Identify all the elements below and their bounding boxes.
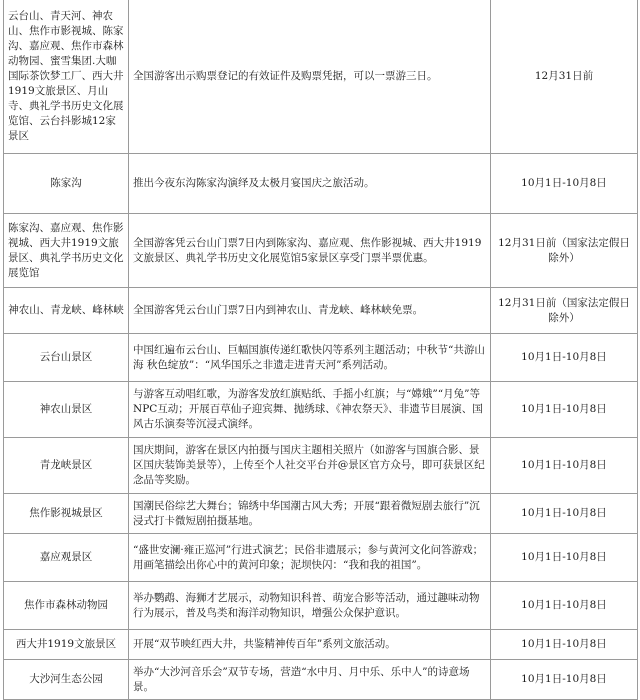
date-cell: 10月1日-10月8日 [491, 438, 638, 494]
table-row [4, 438, 638, 494]
table-row [4, 630, 638, 660]
activity-cell: 举办鹦鹉、海狮才艺展示，动物知识科普、萌宠合影等活动，通过趣味动物行为展示，普及鸟类和海洋动物知识，增强公众保护意识。 [129, 582, 491, 630]
activity-cell: 开展“双节映红西大井，共鉴精神传百年”系列文旅活动。 [129, 630, 491, 660]
activity-cell: 中国红遍布云台山、巨幅国旗传递红歌快闪等系列主题活动；中秋节“共游山海 秋色绽放”：“风华国乐之非遗走进青天河”系列活动。 [129, 334, 491, 382]
date-cell: 10月1日-10月8日 [491, 382, 638, 438]
date-cell: 10月1日-10月8日 [491, 534, 638, 582]
activity-table [3, 0, 638, 700]
date-cell: 12月31日前（国家法定假日除外） [491, 214, 638, 288]
activity-cell: 国庆期间，游客在景区内拍摄与国庆主题相关照片（如游客与国旗合影、景区国庆装饰美景等），上传至个人社交平台并@景区官方众号，即可获景区纪念品等奖励。 [129, 438, 491, 494]
date-cell: 10月1日-10月8日 [491, 154, 638, 214]
area-cell: 焦作影视城景区 [4, 494, 129, 534]
area-cell: 云台山景区 [4, 334, 129, 382]
table-row [4, 0, 638, 154]
table-row [4, 534, 638, 582]
area-cell: 焦作市森林动物园 [4, 582, 129, 630]
area-cell: 陈家沟 [4, 154, 129, 214]
activity-cell: “盛世安澜·雍正巡河”行进式演艺；民俗非遗展示；参与黄河文化问答游戏；用画笔描绘出你心中的黄河印象；泥坝快闪：“我和我的祖国”。 [129, 534, 491, 582]
activity-cell: 国潮民俗综艺大舞台；锦绣中华国潮古风大秀；开展“跟着微短剧去旅行”沉浸式打卡微短剧拍摄基地。 [129, 494, 491, 534]
activity-cell: 全国游客出示购票登记的有效证件及购票凭据，可以一票游三日。 [129, 0, 491, 154]
activity-cell: 全国游客凭云台山门票7日内到神农山、青龙峡、峰林峡免票。 [129, 288, 491, 334]
table-row [4, 582, 638, 630]
activity-cell: 全国游客凭云台山门票7日内到陈家沟、嘉应观、焦作影视城、西大井1919文旅景区、典礼学书历史文化展览馆5家景区享受门票半票优惠。 [129, 214, 491, 288]
table-row [4, 382, 638, 438]
table-row [4, 154, 638, 214]
table-row [4, 288, 638, 334]
area-cell: 神农山、青龙峡、峰林峡 [4, 288, 129, 334]
area-cell: 西大井1919文旅景区 [4, 630, 129, 660]
table-row [4, 494, 638, 534]
date-cell: 10月1日-10月8日 [491, 630, 638, 660]
date-cell: 10月1日-10月8日 [491, 334, 638, 382]
date-cell: 10月1日-10月8日 [491, 582, 638, 630]
activity-cell: 推出今夜东沟陈家沟演绎及太极月宴国庆之旅活动。 [129, 154, 491, 214]
table-row [4, 334, 638, 382]
area-cell: 大沙河生态公园 [4, 660, 129, 700]
date-cell: 12月31日前（国家法定假日除外） [491, 288, 638, 334]
area-cell: 青龙峡景区 [4, 438, 129, 494]
area-cell: 嘉应观景区 [4, 534, 129, 582]
area-cell: 云台山、青天河、神农山、焦作市影视城、陈家沟、嘉应观、焦作市森林动物园、蜜雪集团.大咖国际茶饮梦工厂、西大井1919文旅景区、月山寺、典礼学书历史文化展览馆、云台抖影城12家景区 [4, 0, 129, 154]
date-cell: 10月1日-10月8日 [491, 660, 638, 700]
activity-cell: 与游客互动唱红歌，为游客发放红旗贴纸、手摇小红旗；与“嫦娥”“月兔”等NPC互动；开展百草仙子迎宾舞、抛绣球、《神农祭天》、非遗节目展演、国风古乐演奏等沉浸式演绎。 [129, 382, 491, 438]
area-cell: 神农山景区 [4, 382, 129, 438]
date-cell: 12月31日前 [491, 0, 638, 154]
area-cell: 陈家沟、嘉应观、焦作影视城、西大井1919文旅景区、典礼学书历史文化展览馆 [4, 214, 129, 288]
activity-cell: 举办“大沙河音乐会”双节专场，营造“水中月、月中乐、乐中人”的诗意场景。 [129, 660, 491, 700]
table-row [4, 214, 638, 288]
date-cell: 10月1日-10月8日 [491, 494, 638, 534]
